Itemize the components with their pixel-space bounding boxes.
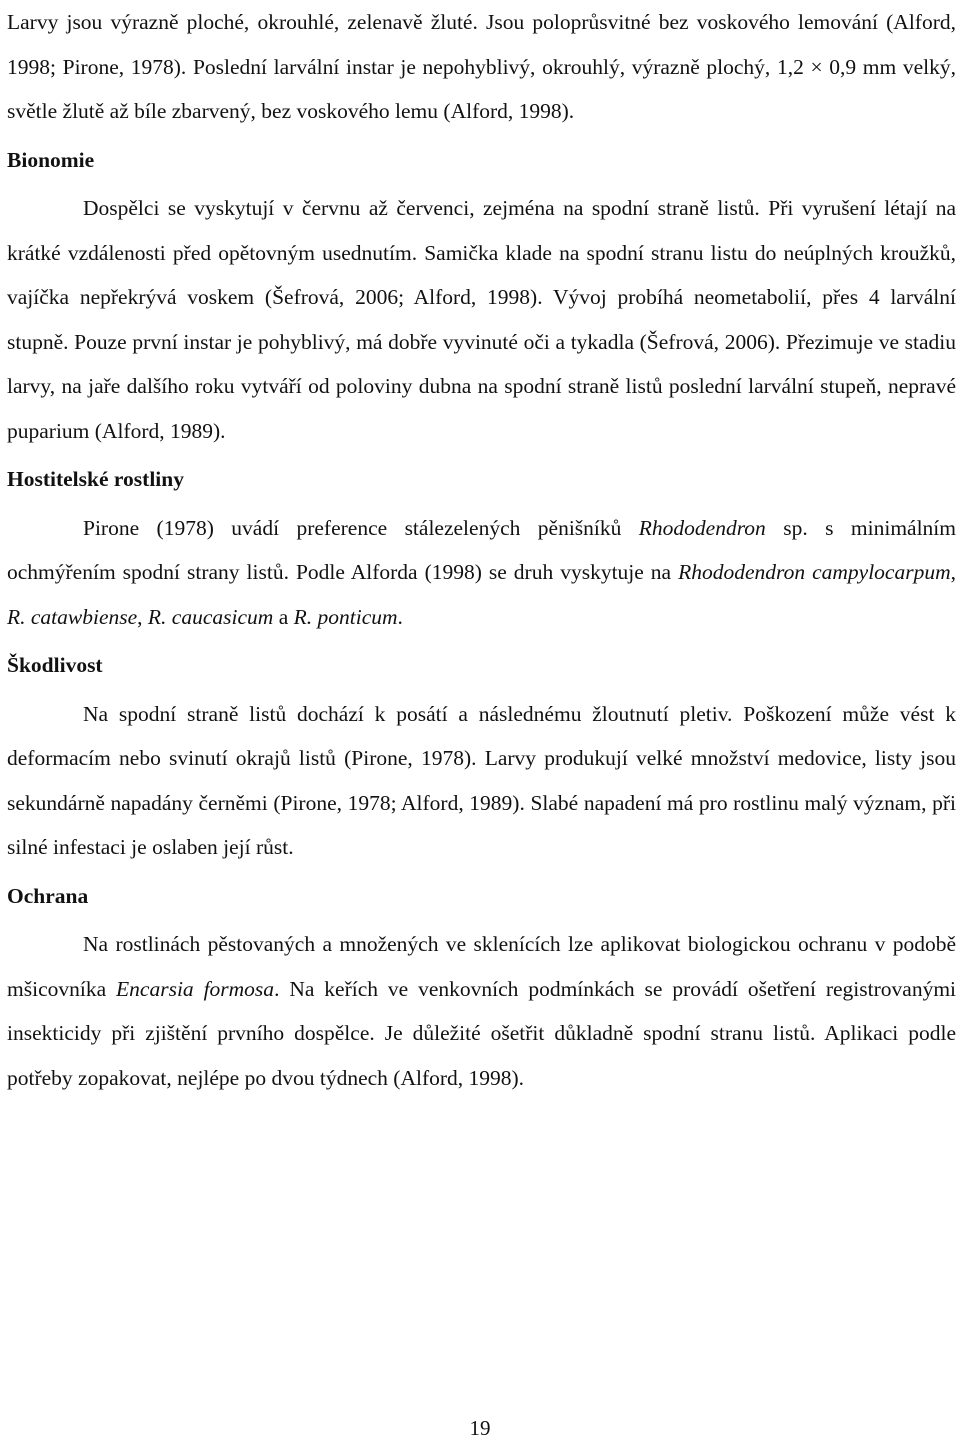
host-plants-text-2: sp. s minimálním ochmýřením spodní strany listů. Podle Alforda (1998) se druh vyskytuje na	[7, 515, 957, 584]
heading-bionomie: Bionomie	[7, 147, 95, 172]
protection-text-1: Na rostlinách pěstovaných a množených ve sklenících lze aplikovat biologickou ochranu v podobě mšicovníka	[7, 932, 956, 1001]
page-number: 19	[469, 1416, 491, 1440]
document-page	[7, 0, 956, 1100]
paragraph-host-plants	[7, 506, 956, 640]
heading-host-plants: Hostitelské rostliny	[7, 467, 184, 491]
heading-protection: Ochrana	[7, 883, 89, 908]
paragraph-damage: Na spodní straně listů dochází k posátí a následnému žloutnutí pletiv. Poškození může vést k deformacím nebo svinutí okrajů listů (Pirone, 1978). Larvy produkují velké množství medovice, listy jsou sekundárně napadány černěmi (Pirone, 1978; Alford, 1989). Slabé napadení má pro rostlinu malý význam, při silné infestaci je oslaben její růst.	[7, 701, 956, 859]
paragraph-protection	[7, 922, 956, 1100]
species-ponticum: R. ponticum	[293, 604, 398, 629]
heading-damage: Škodlivost	[7, 653, 103, 677]
paragraph-larvae-description: Larvy jsou výrazně ploché, okrouhlé, zelenavě žluté. Jsou poloprůsvitné bez voskového lemování (Alford, 1998; Pirone, 1978). Poslední larvální instar je nepohyblivý, okrouhlý, výrazně plochý, 1,2 × 0,9 mm velký, světle žlutě až bíle zbarvený, bez voskového lemu (Alford, 1998).	[7, 10, 956, 123]
species-encarsia-formosa: Encarsia formosa	[116, 976, 275, 1001]
host-plants-end: .	[397, 604, 403, 629]
genus-rhododendron: Rhododendron	[638, 515, 766, 540]
host-plants-text-1: Pirone (1978) uvádí preference stálezelených pěnišníků	[83, 515, 639, 540]
protection-text-2: . Na keřích ve venkovních podmínkách se provádí ošetření registrovanými insekticidy při zjištění prvního dospělce. Je důležité ošetřit důkladně spodní stranu listů. Aplikaci podle potřeby zopakovat, nejlépe po dvou týdnech (Alford, 1998).	[7, 976, 957, 1090]
separator-1: ,	[950, 560, 956, 584]
separator-3: a	[273, 604, 294, 629]
species-caucasicum: R. caucasicum	[147, 604, 274, 629]
separator-2: ,	[137, 604, 148, 629]
paragraph-bionomie: Dospělci se vyskytují v červnu až červenci, zejména na spodní straně listů. Při vyrušení létají na krátké vzdálenosti před opětovným usednutím. Samička klade na spodní stranu listu do neúplných kroužků, vajíčka nepřekrývá voskem (Šefrová, 2006; Alford, 1998). Vývoj probíhá neometabolií, přes 4 larvální stupně. Pouze první instar je pohyblivý, má dobře vyvinuté oči a tykadla (Šefrová, 2006). Přezimuje ve stadiu larvy, na jaře dalšího roku vytváří od poloviny dubna na spodní straně listů poslední larvální stupeň, nepravé puparium (Alford, 1989).	[7, 196, 956, 443]
species-campylocarpum: Rhododendron campylocarpum	[678, 560, 951, 584]
species-catawbiense: R. catawbiense	[7, 604, 138, 629]
